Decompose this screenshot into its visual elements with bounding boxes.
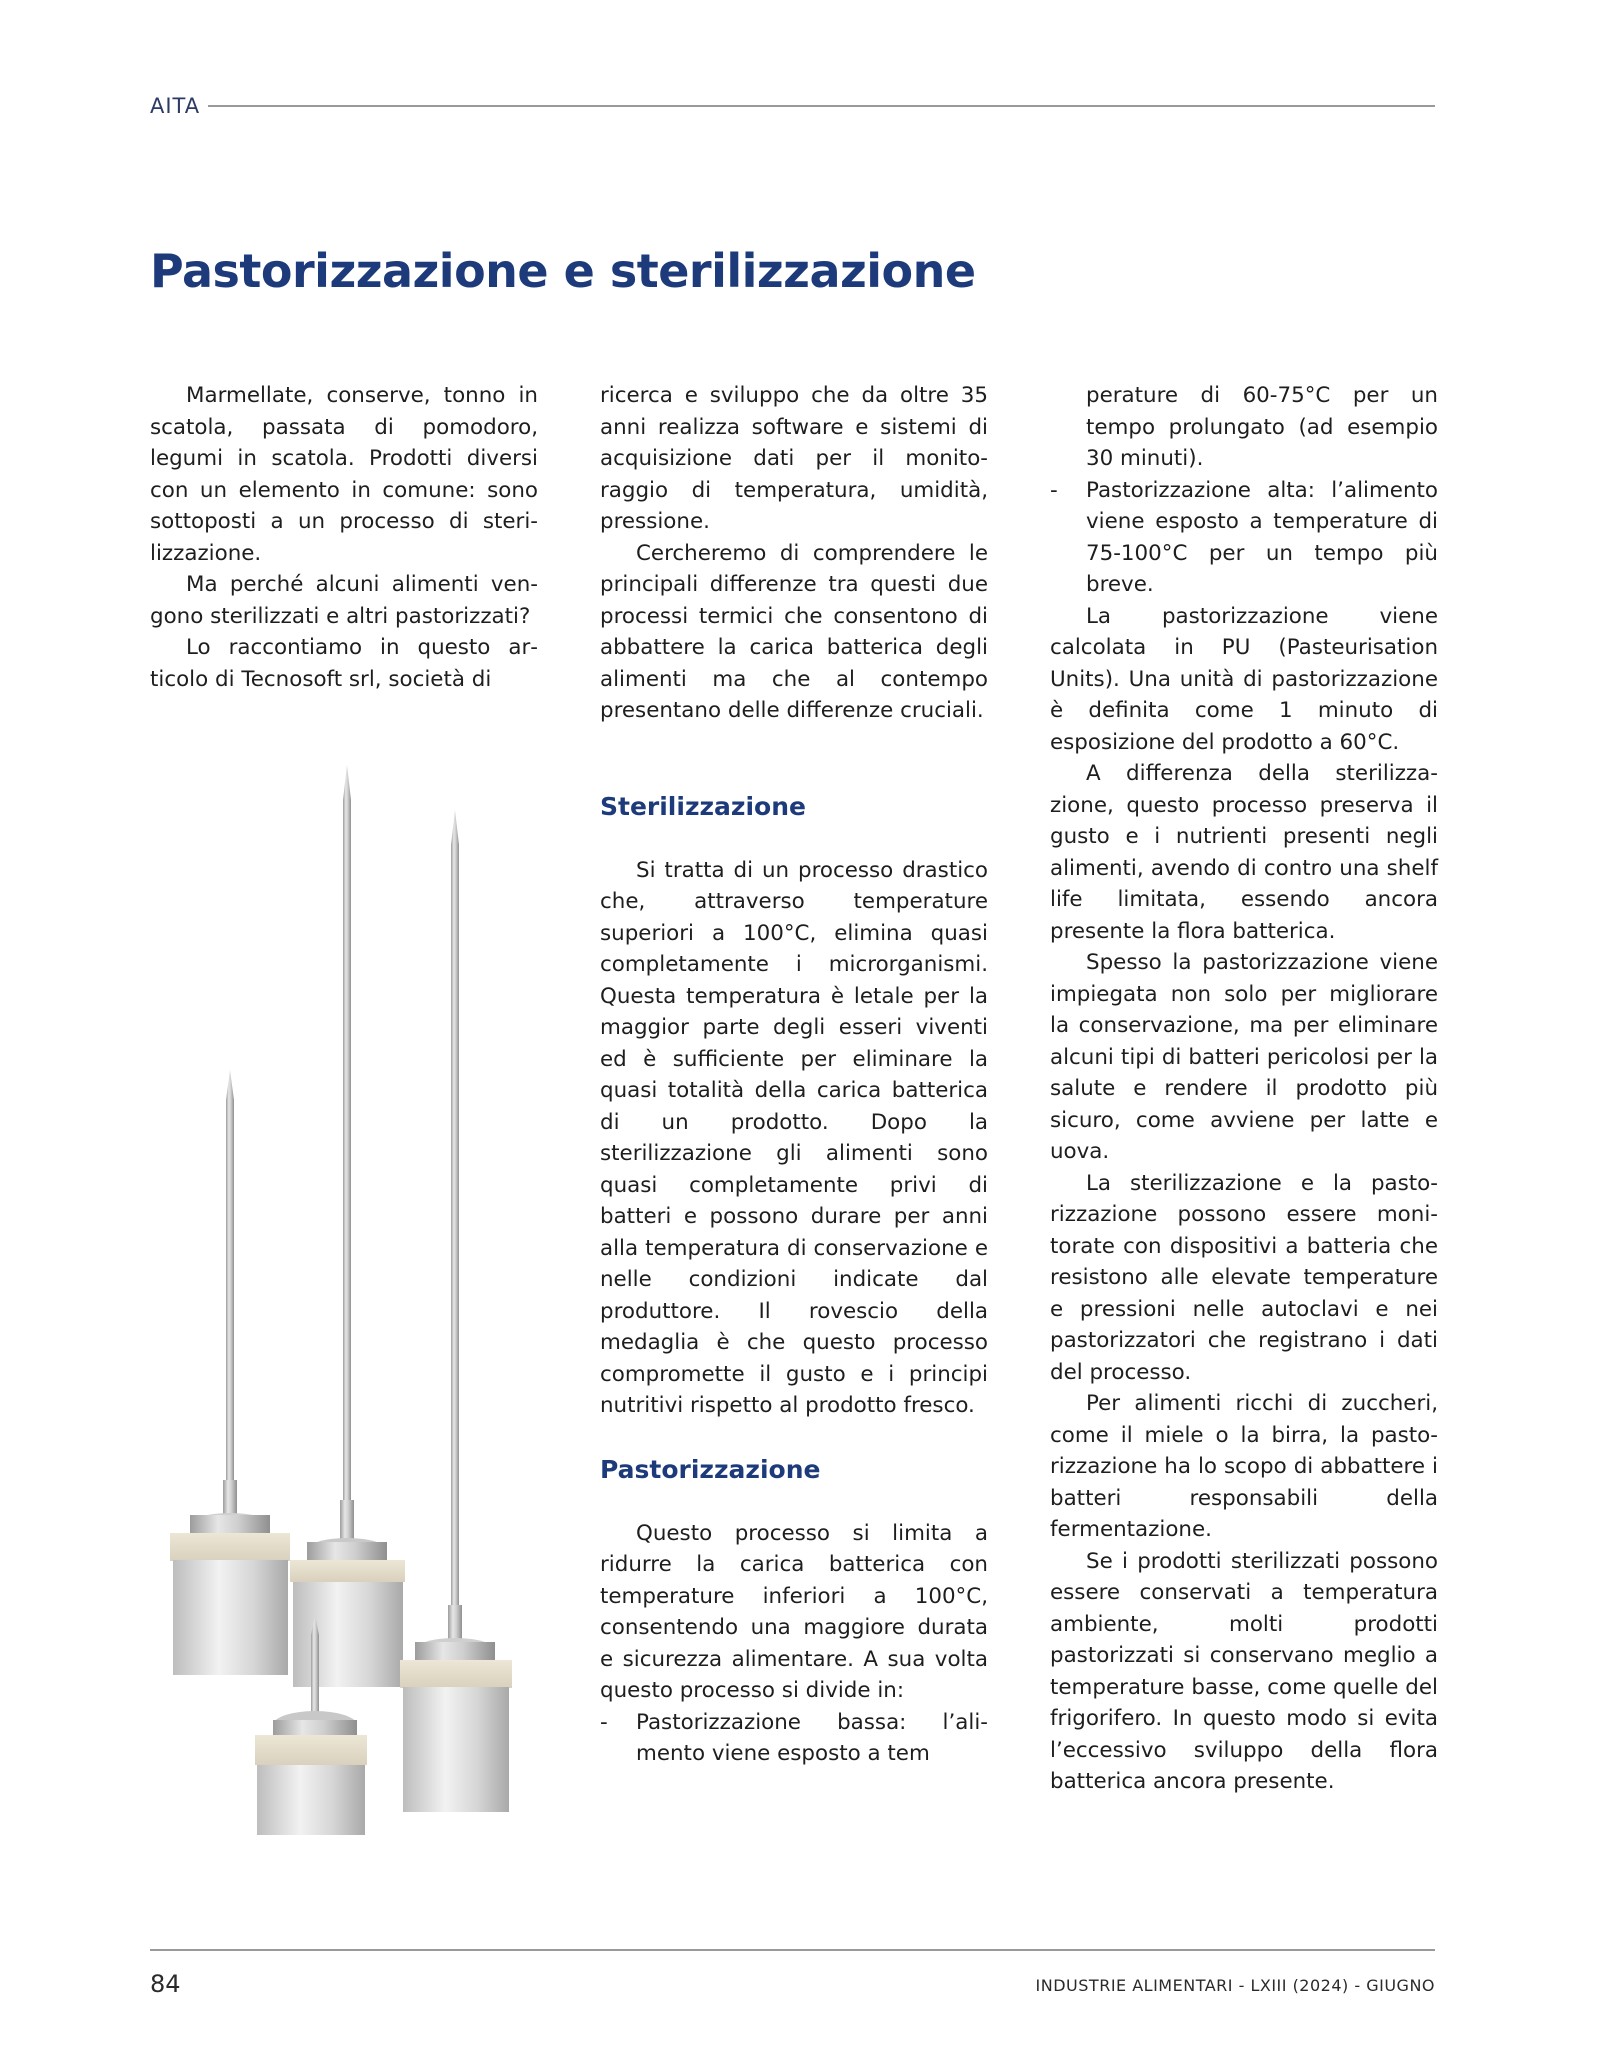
probe-right [400, 810, 512, 1812]
section-heading-pastorizzazione: Pastorizzazione [600, 1454, 821, 1484]
paragraph: Marmellate, conserve, tonno in scatola, passata di pomodoro, legumi in scatola. Prodotti diversi con un elemento in comune: sono sottoposti a un processo di sterilizzazione. [150, 383, 538, 566]
header-divider [208, 105, 1435, 107]
bullet-dash: - [600, 1709, 608, 1735]
running-header [150, 93, 1435, 119]
probe-left [170, 1070, 290, 1675]
paragraph: Per alimenti ricchi di zuccheri, come il miele o la birra, la pastorizzazione ha lo scopo di abbattere i batteri responsabili della fermentazione. [1050, 1391, 1438, 1542]
paragraph: La sterilizzazione e la pastorizzazione possono essere monitorate con dispositivi a batteria che resistono alle elevate temperature e pressioni nelle autoclavi e nei pastorizzatori che registrano i dati del processo. [1050, 1170, 1438, 1385]
list-item [1050, 475, 1438, 601]
paragraph: ricerca e sviluppo che da oltre 35 anni realizza software e sistemi di acquisizione dati per il monitoraggio di temperatura, umidità, pressione. [600, 383, 988, 534]
probes-photo [165, 760, 540, 1840]
footer-divider [150, 1949, 1435, 1951]
list-item-text: Pastorizzazione bassa: l’alimento viene esposto a tem [636, 1709, 988, 1766]
bullet-dash: - [1050, 477, 1058, 503]
paragraph: Cercheremo di comprendere le principali differenze tra questi due processi termici che consentono di abbattere la carica batterica degli alimenti ma che al contempo presentano delle differenze cruciali. [600, 540, 988, 723]
list-item-text: Pastorizzazione alta: l’alimento viene esposto a temperature di 75-100°C per un tempo più breve. [1086, 477, 1438, 597]
paragraph: Lo raccontiamo in questo articolo di Tecnosoft srl, società di [150, 635, 538, 692]
paragraph: La pastorizzazione viene calcolata in PU (Pasteurisation Units). Una unità di pastorizzazione è definita come 1 minuto di esposizione del prodotto a 60°C. [1050, 603, 1438, 755]
section-label: AITA [150, 94, 201, 118]
list-item-continued: perature di 60-75°C per un tempo prolungato (ad esempio 30 minuti). [1086, 383, 1438, 471]
paragraph: A differenza della sterilizzazione, questo processo preserva il gusto e i nutrienti presenti negli alimenti, avendo di contro una shelf life limitata, essendo ancora presente la flora batterica. [1050, 761, 1438, 944]
paragraph: Si tratta di un processo drastico che, attraverso temperature superiori a 100°C, elimina quasi completamente i microrganismi. Questa temperatura è letale per la maggior parte degli esseri viventi ed è sufficiente per eliminare la quasi totalità della carica batterica di un prodotto. Dopo la sterilizzazione gli alimenti sono quasi completamente privi di batteri e possono durare per anni alla temperatura di conservazione e nelle condizioni indicate dal produttore. Il rovescio della medaglia è che questo processo compromette il gusto e i principi nutritivi rispetto al prodotto fresco. [600, 857, 988, 1418]
paragraph: Ma perché alcuni alimenti vengono sterilizzati e altri pastorizzati? [150, 572, 538, 629]
paragraph: Se i prodotti sterilizzati possono essere conservati a temperatura ambiente, molti prodotti pastorizzati si conservano meglio a temperature basse, come quelle del frigorifero. In questo modo si evita l’eccessivo sviluppo della flora batterica ancora presente. [1050, 1548, 1438, 1794]
probe-tall [290, 765, 405, 1687]
column-3 [1050, 380, 1438, 1798]
paragraph: Spesso la pastorizzazione viene impiegata non solo per migliorare la conservazione, ma per eliminare alcuni tipi di batteri pericolosi per la salute e rendere il prodotto più sicuro, come avviene per latte e uova. [1050, 950, 1438, 1164]
page-number: 84 [150, 1970, 181, 1998]
column-1 [150, 380, 538, 695]
journal-citation: INDUSTRIE ALIMENTARI - LXIII (2024) - GIUGNO [1035, 1976, 1435, 1995]
column-2 [600, 380, 988, 1770]
paragraph: Questo processo si limita a ridurre la carica batterica con temperature inferiori a 100°C, consentendo una maggiore durata e sicurezza alimentare. A sua volta questo processo si divide in: [600, 1520, 988, 1703]
article-title: Pastorizzazione e sterilizzazione [150, 244, 976, 298]
section-heading-sterilizzazione: Sterilizzazione [600, 791, 806, 821]
list-item [600, 1707, 988, 1770]
